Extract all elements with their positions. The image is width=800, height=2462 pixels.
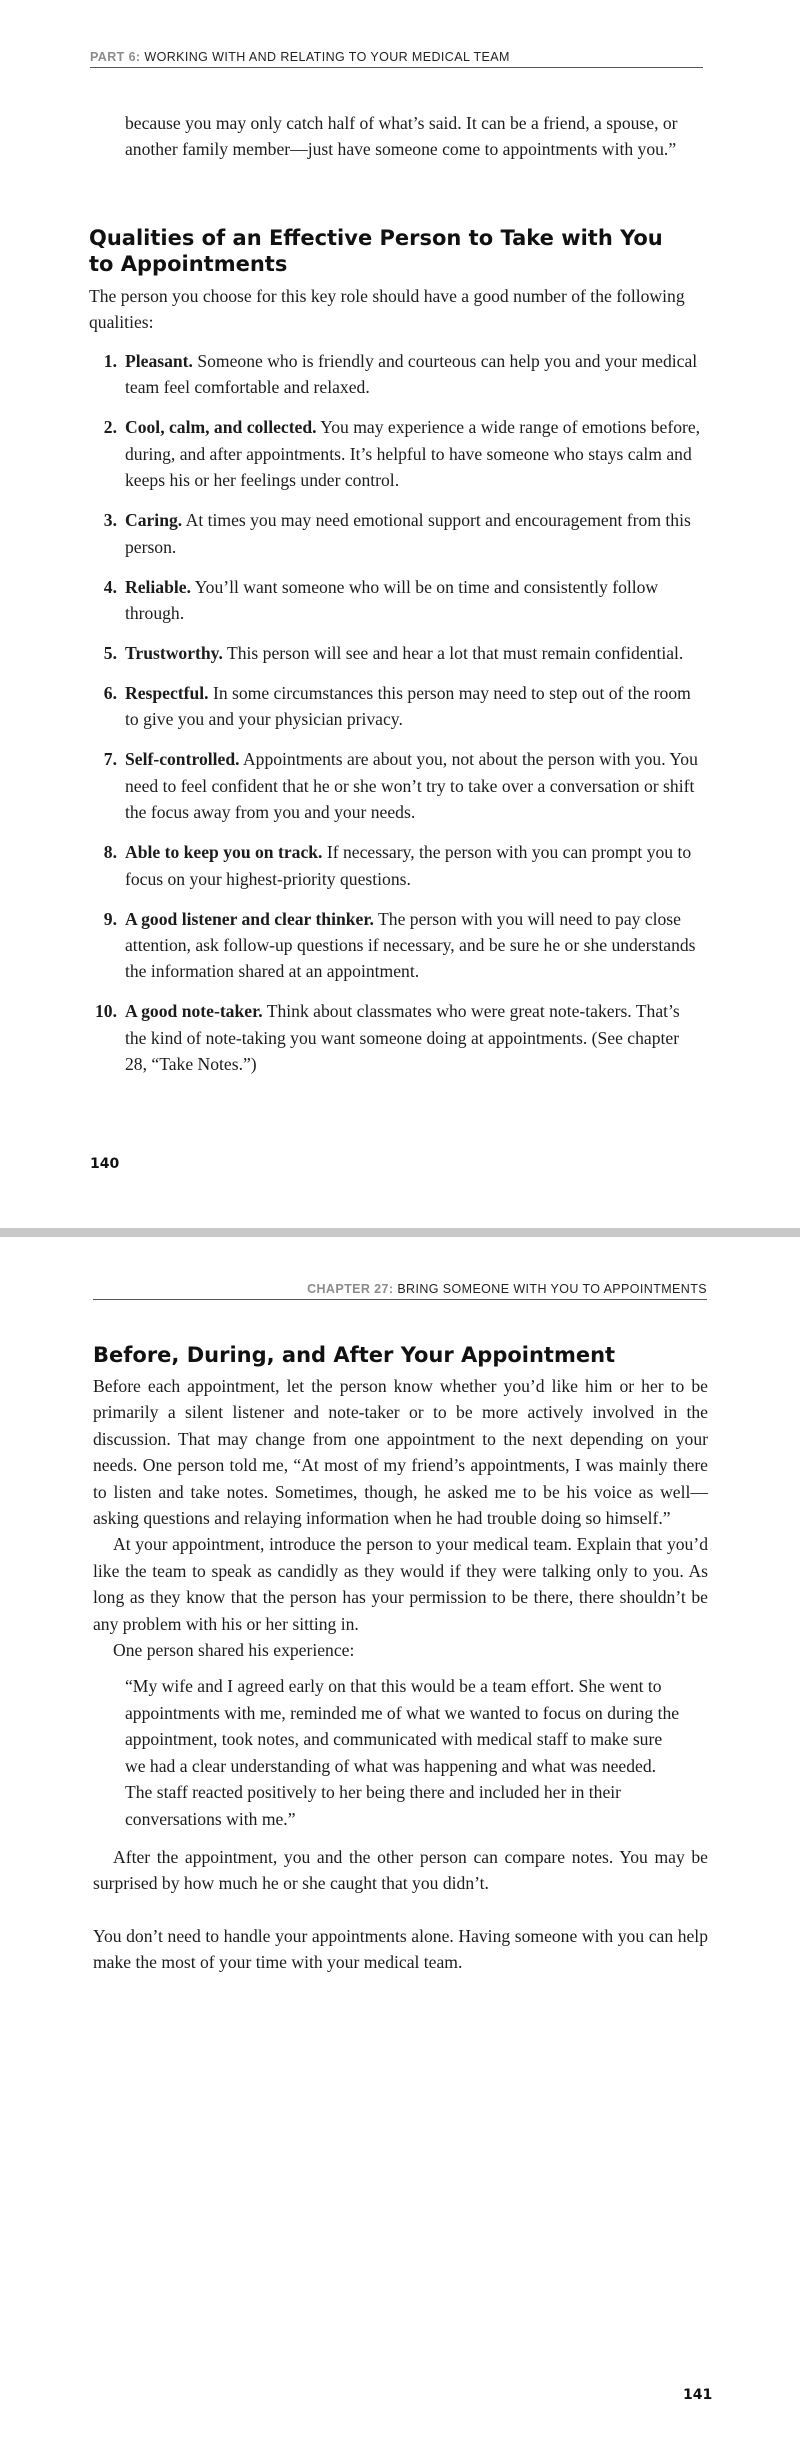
quality-text: This person will see and hear a lot that must remain confidential. xyxy=(222,643,684,664)
qualities-list xyxy=(89,348,705,1091)
list-item xyxy=(89,640,705,666)
list-number: 8. xyxy=(103,842,117,863)
list-item xyxy=(89,414,705,493)
list-item xyxy=(89,839,705,892)
section-heading: Qualities of an Effective Person to Take with You to Appointments xyxy=(89,226,663,276)
list-number: 7. xyxy=(103,749,117,770)
quality-term: Pleasant. xyxy=(125,351,193,371)
list-number: 5. xyxy=(103,643,117,664)
running-head xyxy=(93,1282,707,1300)
quality-text: The person with you will need to pay close attention, ask follow-up questions if necessary, and be sure he or she understands the information shared at an appointment. xyxy=(125,908,696,982)
body-text xyxy=(93,1373,708,1976)
quality-text: Think about classmates who were great note-takers. That’s the kind of note-taking you want someone doing at appointments. (See chapter 28, “Take Notes.”) xyxy=(125,1001,680,1075)
list-number: 2. xyxy=(103,417,117,438)
continued-quote: because you may only catch half of what’s said. It can be a friend, a spouse, or another family member—just have someone come to appointments with you.” xyxy=(125,113,678,160)
list-item xyxy=(89,507,705,560)
list-item xyxy=(89,574,705,627)
list-item xyxy=(89,998,705,1077)
quality-term: Caring. xyxy=(125,510,183,531)
quality-term: Reliable. xyxy=(125,576,191,597)
page-number: 141 xyxy=(683,2387,713,2403)
quality-term: Cool, calm, and collected. xyxy=(125,417,317,438)
list-item xyxy=(89,906,705,985)
running-head-title: WORKING WITH AND RELATING TO YOUR MEDICAL TEAM xyxy=(144,50,510,64)
quality-term: Self-controlled. xyxy=(125,749,240,770)
running-head-part: PART 6: xyxy=(90,50,141,64)
quality-text: You may experience a wide range of emotions before, during, and after appointments. It’s helpful to have someone who stays calm and keeps his or her feelings under control. xyxy=(125,417,701,491)
quality-term: A good listener and clear thinker. xyxy=(125,908,374,929)
closing-paragraph: You don’t need to handle your appointments alone. Having someone with you can help make the most of your time with your medical team. xyxy=(93,1925,708,1973)
page-141 xyxy=(0,1237,800,2462)
paragraph: At your appointment, introduce the person to your medical team. Explain that you’d like the team to speak as candidly as they would if they were talking only to you. As long as they know that the person has your permission to be there, there shouldn’t be any problem with his or her sitting in. xyxy=(93,1534,708,1634)
intro-paragraph: The person you choose for this key role should have a good number of the following qualities: xyxy=(89,286,685,333)
list-number: 1. xyxy=(103,351,117,371)
list-number: 4. xyxy=(103,576,117,597)
paragraph: After the appointment, you and the other person can compare notes. You may be surprised by how much he or she caught that you didn’t. xyxy=(93,1846,708,1894)
paragraph: One person shared his experience: xyxy=(113,1640,355,1661)
quality-text: In some circumstances this person may need to step out of the room to give you and your physician privacy. xyxy=(125,683,691,730)
page-number: 140 xyxy=(90,1156,120,1172)
running-head xyxy=(90,50,703,68)
quality-term: Able to keep you on track. xyxy=(125,842,323,863)
running-head-part: CHAPTER 27: xyxy=(307,1282,394,1296)
section-heading: Before, During, and After Your Appointment xyxy=(93,1343,616,1367)
quality-text: At times you may need emotional support and encouragement from this person. xyxy=(125,510,691,557)
block-quote: “My wife and I agreed early on that this would be a team effort. She went to appointments with me, reminded me of what we wanted to focus on during the appointment, took notes, and communicated with medical staff to make sure we had a clear understanding of what was happening and what was needed. The staff reacted positively to her being there and included her in their conversations with me.” xyxy=(125,1676,680,1829)
quality-text: You’ll want someone who will be on time and consistently follow through. xyxy=(125,576,659,624)
list-number: 3. xyxy=(103,510,117,531)
quality-term: A good note-taker. xyxy=(125,1001,263,1022)
list-item xyxy=(89,680,705,733)
paragraph: Before each appointment, let the person know whether you’d like him or her to be primarily a silent listener and note-taker or to be more actively involved in the discussion. That may change from one appointment to the next depending on your needs. One person told me, “At most of my friend’s appointments, I was mainly there to listen and take notes. Sometimes, though, he asked me to be his voice as well—asking questions and relaying information when he had trouble doing so himself.” xyxy=(93,1376,708,1529)
list-item xyxy=(89,746,705,825)
page-separator xyxy=(0,1228,800,1237)
quality-text: Someone who is friendly and courteous can help you and your medical team feel comfortable and relaxed. xyxy=(125,351,698,398)
list-item xyxy=(89,348,705,401)
list-number: 6. xyxy=(103,683,117,704)
running-head-title: BRING SOMEONE WITH YOU TO APPOINTMENTS xyxy=(397,1282,707,1296)
list-number: 9. xyxy=(103,908,117,929)
quality-term: Respectful. xyxy=(125,683,209,704)
quality-text: If necessary, the person with you can prompt you to focus on your highest-priority questions. xyxy=(125,842,692,889)
list-number: 10. xyxy=(95,1001,117,1022)
page-140 xyxy=(0,0,800,1180)
quality-term: Trustworthy. xyxy=(125,643,223,664)
quality-text: Appointments are about you, not about the person with you. You need to feel confident that he or she won’t try to take over a conversation or shift the focus away from you and your needs. xyxy=(125,749,698,823)
